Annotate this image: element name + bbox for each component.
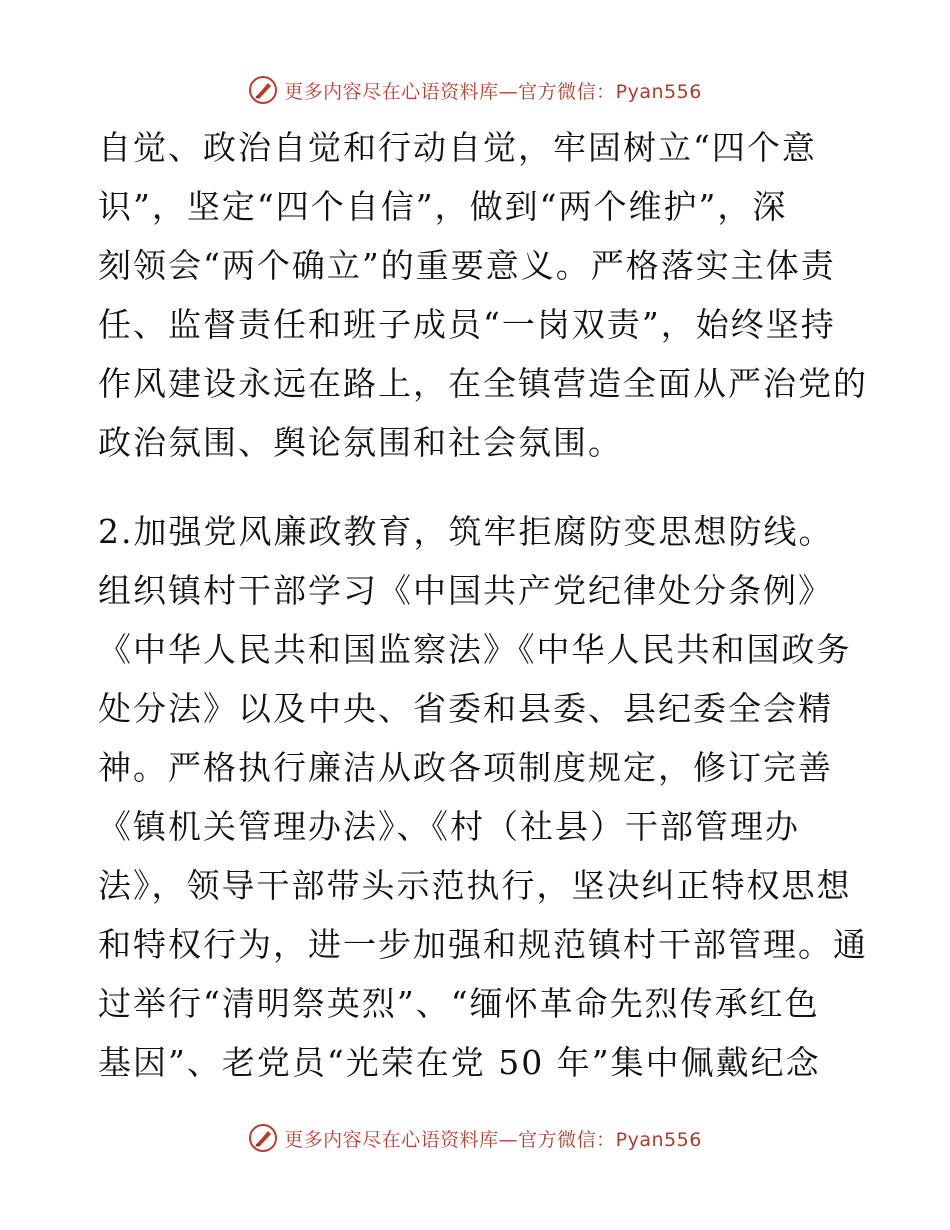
text-line: 《镇机关管理办法》、《村（社县）干部管理办 — [98, 807, 800, 846]
quill-pen-icon — [248, 75, 278, 105]
watermark-wechat-text: 官方微信：Pyan556 — [518, 1128, 702, 1151]
watermark-wechat-text: 官方微信：Pyan556 — [518, 80, 702, 103]
text-line: 和特权行为，进一步加强和规范镇村干部管理。通 — [98, 925, 868, 964]
watermark-separator: — — [498, 1128, 519, 1151]
header-watermark — [0, 70, 950, 110]
quill-pen-icon — [248, 1123, 278, 1153]
text-line: 识”，坚定“四个自信”，做到“两个维护”，深 — [98, 187, 788, 226]
text-line: 政治氛围、舆论氛围和社会氛围。 — [98, 423, 623, 462]
watermark-text — [284, 77, 702, 104]
text-line: 任、监督责任和班子成员“一岗双责”，始终坚持 — [98, 305, 836, 344]
paragraph-2 — [98, 502, 868, 1092]
text-line: 神。严格执行廉洁从政各项制度规定，修订完善 — [98, 748, 833, 787]
text-line: 过举行“清明祭英烈”、“缅怀革命先烈传承红色 — [98, 984, 820, 1023]
footer-watermark — [0, 1118, 950, 1158]
watermark-separator: — — [498, 80, 519, 103]
text-line: 刻领会“两个确立”的重要意义。严格落实主体责 — [98, 246, 836, 285]
text-line: 法》，领导干部带头示范执行，坚决纠正特权思想 — [98, 866, 852, 905]
paragraph-1 — [98, 118, 868, 472]
text-line: 自觉、政治自觉和行动自觉，牢固树立“四个意 — [98, 128, 817, 167]
text-line: 基因”、老党员“光荣在党 50 年”集中佩戴纪念 — [98, 1043, 821, 1082]
document-body — [98, 118, 868, 1092]
text-line: 组织镇村干部学习《中国共产党纪律处分条例》 — [98, 571, 833, 610]
watermark-main-text: 更多内容尽在心语资料库 — [284, 80, 499, 103]
paragraph-gap — [98, 472, 858, 502]
text-line: 处分法》以及中央、省委和县委、县纪委全会精 — [98, 689, 833, 728]
text-line: 作风建设永远在路上，在全镇营造全面从严治党的 — [98, 364, 868, 403]
text-line: 《中华人民共和国监察法》《中华人民共和国政务 — [98, 630, 852, 669]
watermark-main-text: 更多内容尽在心语资料库 — [284, 1128, 499, 1151]
section-heading-line: 2.加强党风廉政教育，筑牢拒腐防变思想防线。 — [98, 512, 834, 551]
watermark-text — [284, 1125, 702, 1152]
